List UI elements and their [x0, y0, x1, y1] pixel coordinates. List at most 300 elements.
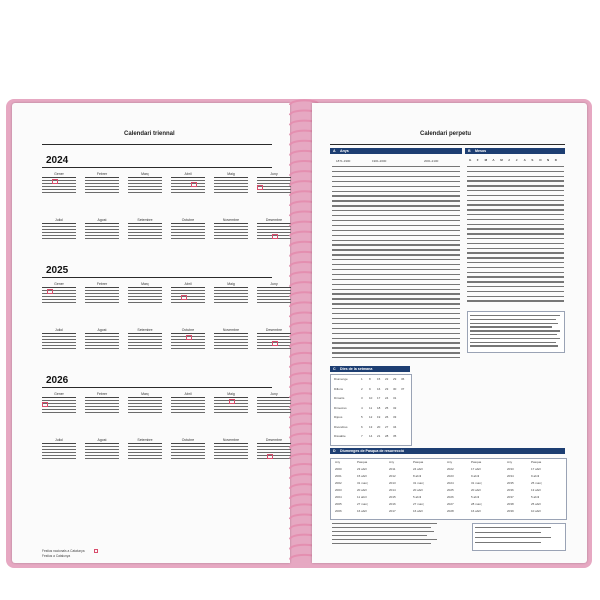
holiday-mark: [267, 454, 273, 459]
pasqua-cell: 2035: [507, 481, 514, 485]
text-line: [467, 209, 564, 210]
pasqua-cell: 23 abril: [357, 467, 367, 471]
pasqua-cell: 2038: [507, 502, 514, 506]
pasqua-cell: 25 abril: [531, 502, 541, 506]
holiday-mark: [272, 341, 278, 346]
pasqua-cell: 9 abril: [471, 474, 480, 478]
month-grid: [171, 287, 205, 305]
text-line: [467, 238, 564, 239]
year-rule: [42, 167, 272, 168]
month-label: Octubre: [181, 438, 195, 442]
holiday-mark: [272, 234, 278, 239]
month-letter: M: [500, 158, 503, 162]
pasqua-table: [330, 458, 567, 520]
month-label: Setembre: [137, 438, 153, 442]
month-label: Abril: [184, 172, 192, 176]
text-line: [467, 219, 564, 220]
pasqua-cell: 27 març: [413, 502, 424, 506]
month-letter: A: [492, 158, 495, 162]
text-line: [332, 205, 460, 206]
text-line: [467, 228, 564, 229]
month-label: Juny: [270, 392, 278, 396]
weekday-table: [330, 374, 412, 446]
weekday-name: Dijous: [334, 415, 343, 419]
weekday-number: 20: [377, 424, 381, 429]
text-line: [467, 281, 564, 282]
pasqua-header: Pasqua: [471, 460, 482, 464]
month-grid: [85, 287, 119, 305]
text-line: [332, 338, 460, 339]
text-line: [332, 259, 460, 260]
text-line: [332, 333, 460, 334]
month-label: Març: [141, 392, 149, 396]
text-line: [467, 171, 564, 172]
text-line: [332, 176, 460, 177]
pasqua-cell: 17 abril: [531, 467, 541, 471]
month-letter: D: [554, 158, 557, 162]
weekday-name: Dimarts: [334, 396, 345, 400]
weekday-number: 14: [369, 434, 373, 438]
pasqua-cell: 16 abril: [471, 509, 481, 513]
pasqua-header: Any: [389, 460, 395, 464]
holiday-mark: [191, 182, 197, 187]
month-label: Març: [141, 282, 149, 286]
weekday-number: 35: [393, 434, 397, 438]
text-line: [470, 326, 552, 327]
text-line: [470, 330, 560, 331]
weekday-number: 16: [377, 386, 381, 391]
weekday-number: 8: [369, 377, 371, 381]
month-label: Maig: [227, 172, 235, 176]
text-line: [467, 243, 564, 244]
month-label: Setembre: [137, 328, 153, 332]
anys-header-1: 1871-1900: [336, 159, 351, 163]
month-label: Desembre: [265, 438, 283, 442]
pasqua-cell: 5 abril: [531, 495, 540, 499]
text-line: [332, 220, 460, 221]
pasqua-cell: 2027: [447, 502, 454, 506]
text-line: [332, 195, 460, 196]
text-line: [467, 200, 564, 201]
month-grid: [128, 443, 162, 461]
holiday-mark: [229, 399, 235, 404]
pasqua-cell: 31 març: [471, 481, 482, 485]
month-grid: [214, 443, 248, 461]
weekday-number: 29: [393, 377, 397, 381]
weekday-number: 23: [385, 386, 389, 391]
pasqua-cell: 2013: [389, 481, 396, 485]
month-grid: [214, 287, 248, 305]
month-letter: A: [523, 158, 526, 162]
weekday-number: 11: [369, 405, 373, 410]
pasqua-cell: 2033: [507, 467, 514, 471]
anys-table: [332, 166, 460, 362]
pasqua-header: Pasqua: [531, 460, 542, 464]
text-line: [332, 186, 460, 187]
text-line: [467, 267, 564, 268]
text-line: [470, 338, 560, 339]
pasqua-cell: 11 abril: [357, 495, 367, 499]
pasqua-cell: 13 abril: [531, 488, 541, 492]
weekday-number: 22: [385, 377, 389, 381]
weekday-number: 2: [361, 386, 363, 391]
weekday-number: 37: [401, 386, 405, 391]
text-line: [332, 279, 460, 280]
pasqua-header: Any: [447, 460, 453, 464]
pasqua-cell: 2002: [335, 481, 342, 485]
month-label: Gener: [54, 282, 64, 286]
left-page: [12, 103, 290, 563]
pasqua-cell: 2022: [447, 467, 454, 471]
weekday-number: 27: [385, 424, 389, 429]
pasqua-cell: 2036: [507, 488, 514, 492]
pasqua-cell: 9 abril: [531, 474, 540, 478]
weekday-number: 7: [361, 434, 363, 438]
pasqua-cell: 2003: [335, 488, 342, 492]
month-grid: [42, 223, 76, 241]
section-dies-label: Dies de la setmana: [340, 367, 373, 371]
pasqua-cell: 31 març: [413, 481, 424, 485]
text-line: [332, 323, 460, 324]
weekday-number: 25: [385, 405, 389, 410]
month-grid: [214, 333, 248, 351]
weekday-number: 30: [393, 386, 397, 391]
month-label: Octubre: [181, 328, 195, 332]
pasqua-cell: 20 abril: [471, 488, 481, 492]
month-letter: S: [531, 158, 534, 162]
text-line: [332, 308, 460, 309]
legend-national: Festius nacionals a Catalunya: [42, 549, 85, 553]
text-line: [470, 334, 557, 335]
month-label: Agost: [97, 328, 107, 332]
text-line: [470, 345, 558, 346]
month-label: Juliol: [55, 328, 63, 332]
page-title: Calendari perpetu: [420, 131, 472, 137]
text-line: [332, 181, 460, 182]
pasqua-header: Any: [507, 460, 513, 464]
weekday-number: 28: [385, 434, 389, 438]
text-line: [332, 289, 460, 290]
text-line: [332, 527, 431, 528]
month-label: Juliol: [55, 218, 63, 222]
text-line: [467, 272, 564, 273]
month-grid: [85, 177, 119, 195]
text-line: [332, 166, 460, 167]
text-line: [332, 535, 427, 536]
month-label: Gener: [54, 172, 64, 176]
weekday-number: 32: [393, 405, 397, 410]
pasqua-cell: 2026: [447, 495, 454, 499]
month-label: Febrer: [96, 392, 108, 396]
text-line: [332, 254, 460, 255]
legend-swatch: [94, 549, 98, 553]
weekday-number: 33: [393, 415, 397, 419]
section-pasqua-label: Diumenges de Pasqua de resurrecció: [340, 449, 405, 453]
month-grid: [214, 177, 248, 195]
month-label: Abril: [184, 282, 192, 286]
weekday-number: 10: [369, 396, 373, 400]
month-label: Març: [141, 172, 149, 176]
text-line: [332, 210, 460, 211]
text-line: [467, 262, 564, 263]
month-label: Novembre: [222, 218, 240, 222]
pasqua-cell: 2012: [389, 474, 396, 478]
text-line: [332, 543, 431, 544]
month-grid: [128, 333, 162, 351]
pasqua-cell: 5 abril: [471, 495, 480, 499]
month-grid: [214, 223, 248, 241]
month-letter: G: [469, 158, 472, 162]
text-line: [467, 176, 564, 177]
weekday-number: 17: [377, 396, 381, 400]
holiday-mark: [181, 295, 187, 300]
month-grid: [171, 397, 205, 415]
weekday-number: 36: [401, 377, 405, 381]
mesos-table: [467, 166, 564, 306]
right-page: [312, 103, 587, 563]
weekday-name: Dilluns: [334, 386, 344, 391]
weekday-number: 31: [393, 396, 397, 400]
text-line: [332, 264, 460, 265]
pasqua-cell: 2028: [447, 509, 454, 513]
text-line: [467, 185, 564, 186]
pasqua-cell: 2023: [447, 474, 454, 478]
text-line: [467, 252, 564, 253]
month-label: Agost: [97, 438, 107, 442]
text-line: [332, 357, 460, 358]
weekday-number: 12: [369, 415, 373, 419]
weekday-number: 4: [361, 405, 363, 410]
pasqua-cell: 16 abril: [413, 509, 423, 513]
month-grid: [42, 177, 76, 195]
weekday-name: Diumenge: [334, 377, 348, 381]
text-line: [467, 195, 564, 196]
text-line: [475, 537, 551, 538]
weekday-number: 18: [377, 405, 381, 410]
month-label: Febrer: [96, 282, 108, 286]
text-line: [332, 225, 460, 226]
text-line: [332, 539, 437, 540]
holiday-mark: [186, 335, 192, 340]
weekday-name: Divendres: [334, 424, 348, 429]
pasqua-cell: 2015: [389, 495, 396, 499]
year-rule: [42, 277, 272, 278]
section-letter-d: D: [333, 449, 336, 453]
title-rule: [330, 144, 565, 145]
text-line: [475, 527, 551, 528]
text-line: [470, 315, 560, 316]
pasqua-cell: 31 març: [357, 481, 368, 485]
weekday-number: 3: [361, 396, 363, 400]
text-line: [467, 224, 564, 225]
section-letter-a: A: [333, 149, 336, 153]
text-line: [332, 171, 460, 172]
month-letter: O: [539, 158, 542, 162]
text-line: [467, 291, 564, 292]
month-grid: [128, 223, 162, 241]
text-line: [332, 293, 460, 294]
section-bar-anys: [330, 148, 462, 154]
text-line: [467, 276, 564, 277]
pasqua-cell: 2014: [389, 488, 396, 492]
month-grid: [128, 287, 162, 305]
section-mesos-label: Mesos: [475, 149, 487, 153]
month-grid: [42, 333, 76, 351]
month-grid: [128, 177, 162, 195]
month-grid: [85, 333, 119, 351]
weekday-number: 19: [377, 415, 381, 419]
pasqua-cell: 2017: [389, 509, 396, 513]
text-line: [467, 204, 564, 205]
weekday-number: 9: [369, 386, 371, 391]
pasqua-cell: 20 abril: [357, 488, 367, 492]
pasqua-cell: 17 abril: [471, 467, 481, 471]
text-line: [332, 249, 460, 250]
text-line: [467, 214, 564, 215]
text-line: [332, 303, 460, 304]
text-line: [332, 318, 460, 319]
text-line: [467, 233, 564, 234]
text-line: [470, 323, 558, 324]
pasqua-cell: 20 abril: [413, 488, 423, 492]
text-line: [332, 215, 460, 216]
pasqua-cell: 2004: [335, 495, 342, 499]
pasqua-cell: 2039: [507, 509, 514, 513]
section-letter-c: C: [333, 367, 336, 371]
month-letter: N: [547, 158, 550, 162]
month-grid: [85, 223, 119, 241]
text-line: [475, 542, 541, 543]
page-title: Calendari triennal: [124, 131, 175, 137]
month-grid: [171, 223, 205, 241]
pasqua-cell: 2016: [389, 502, 396, 506]
month-label: Juliol: [55, 438, 63, 442]
year-label: 2024: [46, 155, 69, 166]
text-line: [332, 230, 460, 231]
weekday-number: 13: [369, 424, 373, 429]
text-line: [467, 166, 564, 167]
weekday-name: Dissabte: [334, 434, 346, 438]
month-grid: [171, 443, 205, 461]
text-line: [467, 190, 564, 191]
pasqua-notes: [332, 523, 437, 547]
pasqua-cell: 8 abril: [413, 474, 422, 478]
text-line: [470, 342, 556, 343]
pasqua-cell: 27 març: [357, 502, 368, 506]
month-label: Maig: [227, 392, 235, 396]
text-line: [467, 300, 564, 301]
pasqua-cell: 5 abril: [413, 495, 422, 499]
instructions-box: [467, 311, 565, 353]
pasqua-header: Pasqua: [413, 460, 424, 464]
anys-header-2: 1901-2000: [372, 159, 387, 163]
pasqua-cell: 2024: [447, 481, 454, 485]
weekday-number: 6: [361, 424, 363, 429]
title-rule: [42, 144, 272, 145]
weekday-number: 34: [393, 424, 397, 429]
month-label: Gener: [54, 392, 64, 396]
text-line: [332, 523, 437, 524]
pasqua-extra-box: [472, 523, 566, 551]
month-label: Octubre: [181, 218, 195, 222]
month-letter: J: [508, 158, 510, 162]
anys-header-3: 2001-2100: [424, 159, 439, 163]
pasqua-cell: 24 abril: [413, 467, 423, 471]
pasqua-cell: 2034: [507, 474, 514, 478]
year-label: 2026: [46, 375, 69, 386]
month-label: Juny: [270, 172, 278, 176]
text-line: [475, 532, 541, 533]
text-line: [467, 296, 564, 297]
text-line: [470, 319, 556, 320]
text-line: [332, 352, 460, 353]
month-label: Agost: [97, 218, 107, 222]
pasqua-cell: 2001: [335, 474, 342, 478]
text-line: [332, 342, 460, 343]
pasqua-cell: 15 abril: [357, 474, 367, 478]
month-label: Maig: [227, 282, 235, 286]
month-label: Desembre: [265, 328, 283, 332]
text-line: [332, 240, 460, 241]
text-line: [467, 248, 564, 249]
month-label: Abril: [184, 392, 192, 396]
text-line: [467, 180, 564, 181]
month-label: Setembre: [137, 218, 153, 222]
legend-regional: Festius a Catalunya: [42, 554, 71, 558]
year-label: 2025: [46, 265, 69, 276]
year-rule: [42, 387, 272, 388]
pasqua-cell: 2037: [507, 495, 514, 499]
text-line: [332, 328, 460, 329]
month-label: Juny: [270, 282, 278, 286]
text-line: [332, 200, 460, 201]
text-line: [332, 244, 460, 245]
holiday-mark: [47, 289, 53, 294]
weekday-number: 21: [377, 434, 381, 438]
month-label: Novembre: [222, 328, 240, 332]
weekday-number: 24: [385, 396, 389, 400]
text-line: [332, 274, 460, 275]
pasqua-cell: 25 març: [531, 481, 542, 485]
text-line: [332, 313, 460, 314]
pasqua-header: Pasqua: [357, 460, 368, 464]
weekday-name: Dimecres: [334, 405, 347, 410]
text-line: [332, 284, 460, 285]
month-label: Febrer: [96, 172, 108, 176]
weekday-number: 5: [361, 415, 363, 419]
section-letter-b: B: [468, 149, 471, 153]
month-grid: [85, 397, 119, 415]
holiday-mark: [52, 179, 58, 184]
text-line: [332, 269, 460, 270]
holiday-mark: [42, 402, 48, 407]
pasqua-cell: 2025: [447, 488, 454, 492]
holiday-mark: [257, 185, 263, 190]
weekday-number: 26: [385, 415, 389, 419]
pasqua-header: Any: [335, 460, 341, 464]
month-letter: M: [484, 158, 488, 162]
month-grid: [128, 397, 162, 415]
text-line: [332, 191, 460, 192]
text-line: [467, 257, 564, 258]
pasqua-cell: 2011: [389, 467, 396, 471]
month-grid: [171, 177, 205, 195]
pasqua-cell: 2006: [335, 509, 342, 513]
section-anys-label: Anys: [340, 149, 349, 153]
text-line: [332, 235, 460, 236]
weekday-number: 1: [361, 377, 363, 381]
pasqua-cell: 2005: [335, 502, 342, 506]
